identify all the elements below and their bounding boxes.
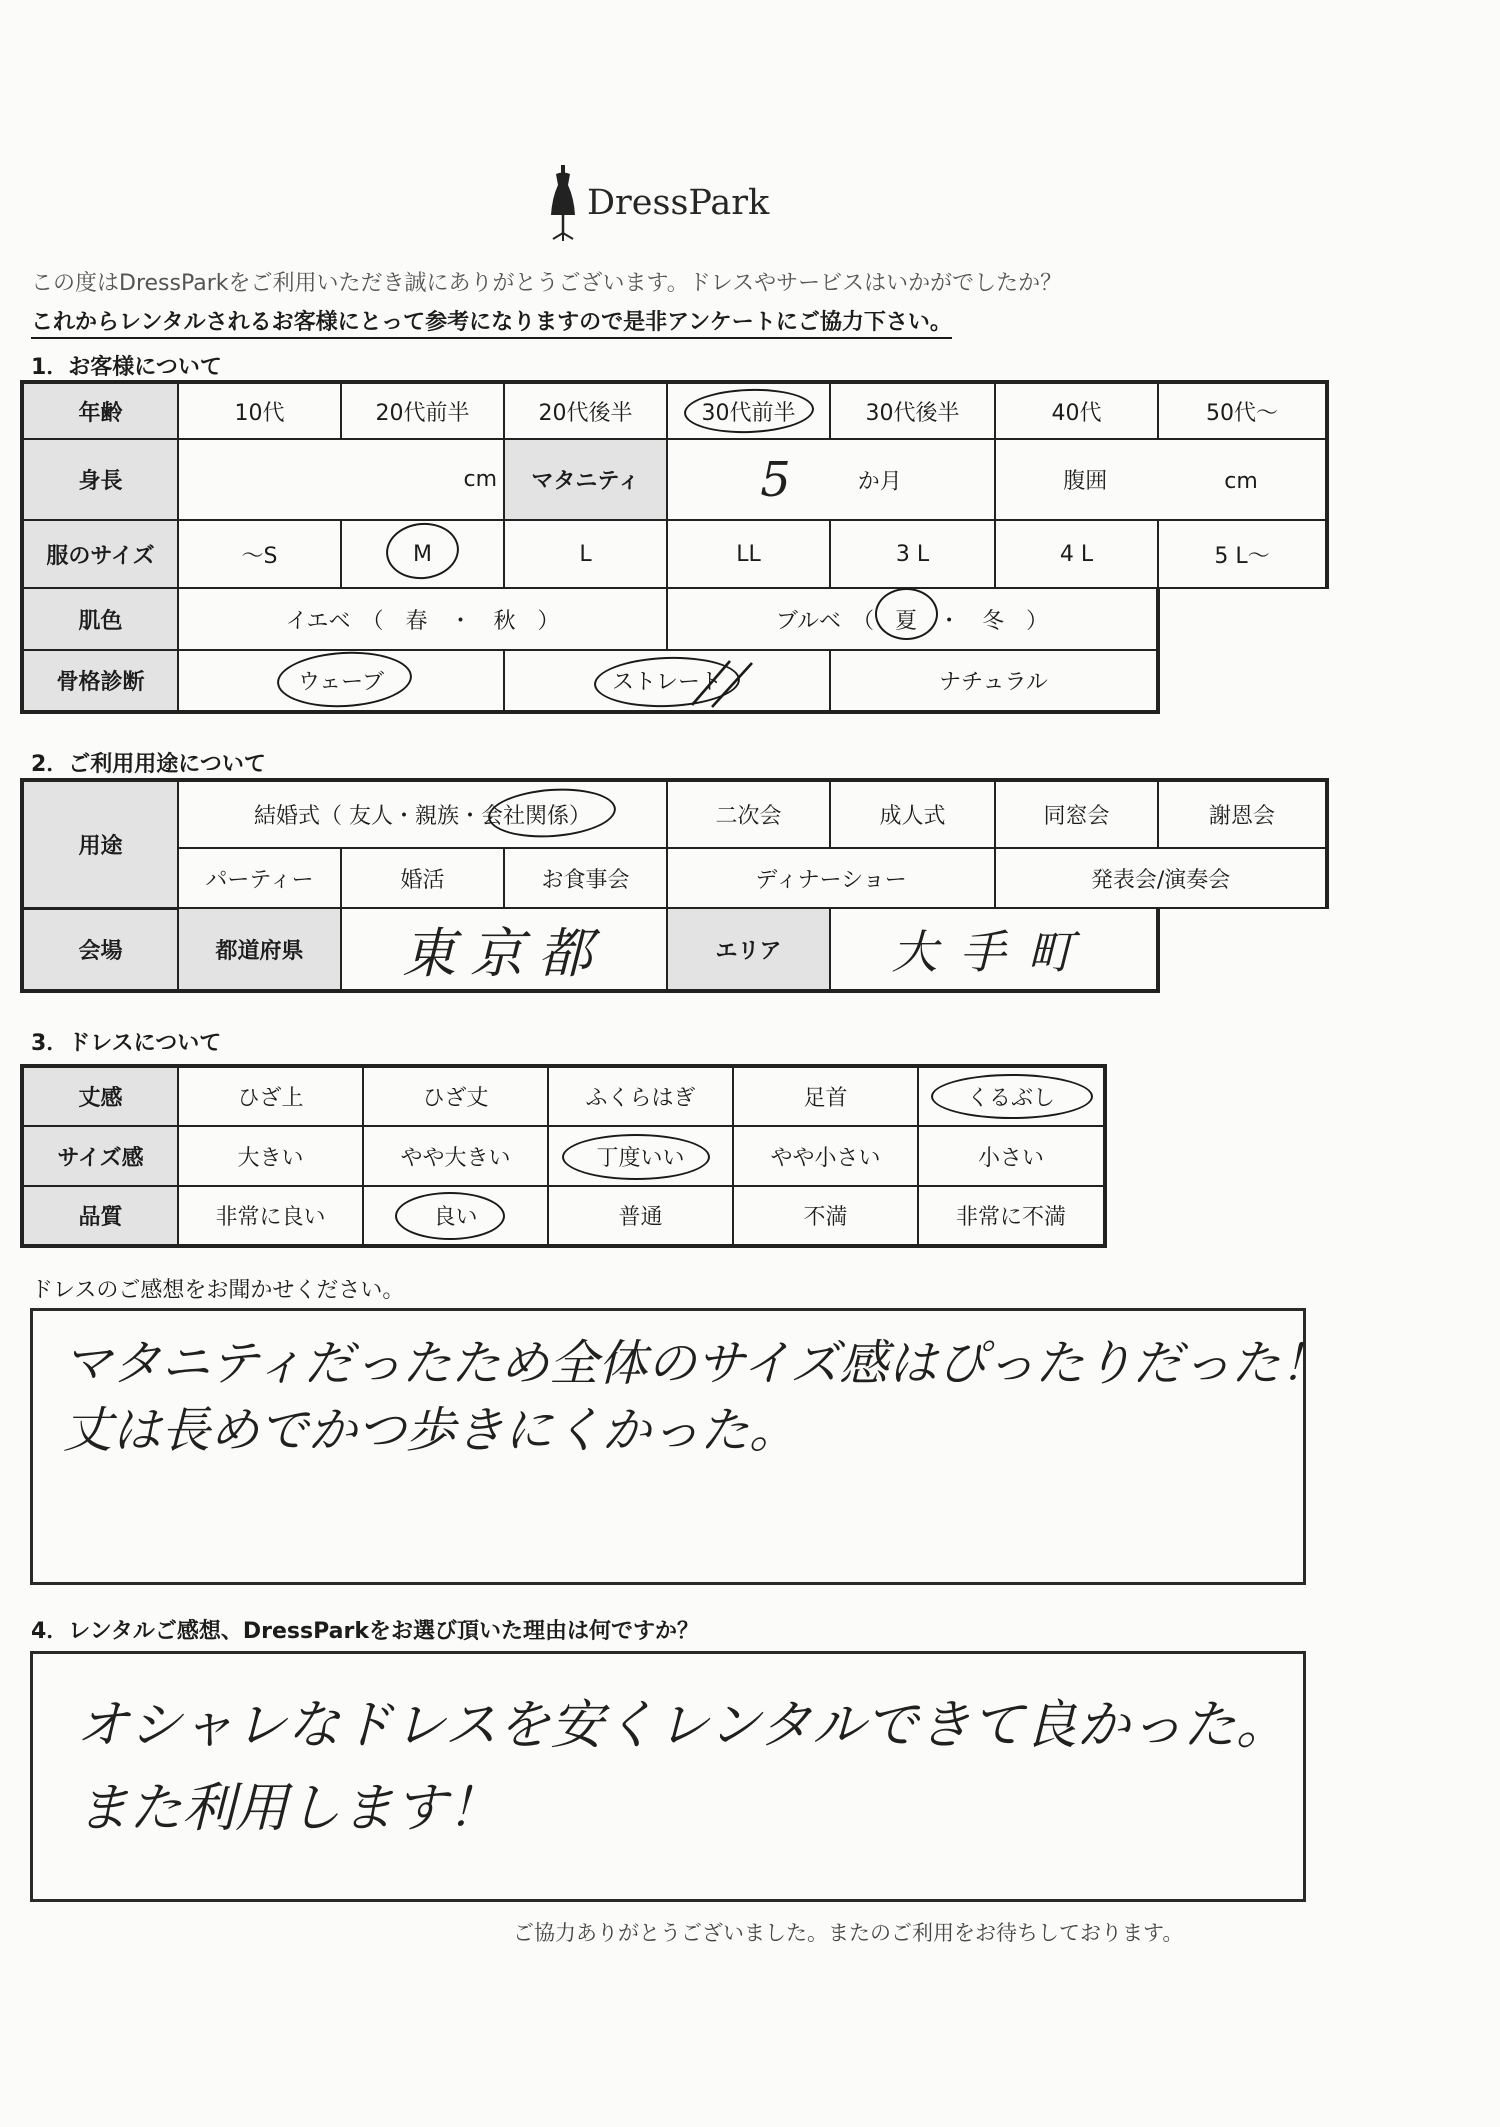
maternity-field[interactable]: [667, 439, 995, 520]
wedding-company-option[interactable]: 会社関係: [481, 804, 570, 829]
age-option[interactable]: 30代後半: [830, 382, 995, 439]
fit-option[interactable]: やや小さい: [733, 1126, 918, 1186]
quality-option[interactable]: 非常に不満: [918, 1186, 1105, 1246]
size-label: 服のサイズ: [22, 520, 178, 588]
skin-row: [22, 588, 1327, 650]
length-row: [22, 1066, 1105, 1126]
fit-row: [22, 1126, 1105, 1186]
prefecture-label: 都道府県: [178, 908, 341, 991]
frame-label: 骨格診断: [22, 650, 178, 712]
height-field[interactable]: [178, 439, 504, 520]
fit-option[interactable]: 丁度いい: [548, 1126, 733, 1186]
age-option[interactable]: 20代後半: [504, 382, 667, 439]
waist-unit: cm: [1224, 469, 1258, 494]
purpose-option[interactable]: 婚活: [341, 848, 504, 908]
quality-option[interactable]: 不満: [733, 1186, 918, 1246]
prefecture-field[interactable]: [341, 908, 667, 991]
fit-label: サイズ感: [22, 1126, 178, 1186]
age-option[interactable]: 40代: [995, 382, 1158, 439]
size-option[interactable]: 5 L～: [1158, 520, 1327, 588]
section3-title: 3．ドレスについて: [31, 1031, 222, 1056]
impressions-answer-line1: マタニティだったため全体のサイズ感はぴったりだった！: [63, 1335, 1330, 1392]
section1-title: 1．お客様について: [31, 355, 222, 380]
blue-winter-option[interactable]: ・ 冬 ）: [938, 608, 1049, 634]
prefecture-value: 東京都: [402, 921, 607, 985]
purpose-option[interactable]: 成人式: [830, 780, 995, 848]
blue-summer-option[interactable]: 夏: [895, 608, 918, 634]
height-row: [22, 439, 1327, 520]
height-label: 身長: [22, 439, 178, 520]
age-option[interactable]: 30代前半: [667, 382, 830, 439]
frame-option[interactable]: ストレート: [504, 650, 830, 712]
intro-text: この度はDressParkをご利用いただき誠にありがとうございます。ドレスやサービスはいかがでしたか？: [31, 271, 1063, 296]
purpose-row-1: [22, 780, 1327, 848]
yellow-base-option[interactable]: イエベ （ 春 ・ 秋 ）: [178, 588, 667, 650]
quality-option[interactable]: 普通: [548, 1186, 733, 1246]
fit-option[interactable]: やや大きい: [363, 1126, 548, 1186]
size-option[interactable]: LL: [667, 520, 830, 588]
length-option[interactable]: ふくらはぎ: [548, 1066, 733, 1126]
wedding-option[interactable]: [178, 780, 667, 848]
maternity-value: 5: [760, 451, 791, 508]
dress-form-icon: [545, 165, 581, 245]
purpose-option[interactable]: お食事会: [504, 848, 667, 908]
request-text: これからレンタルされるお客様にとって参考になりますので是非アンケートにご協力下さい。: [31, 305, 952, 336]
dresspark-logo: [545, 165, 785, 245]
purpose-option[interactable]: ディナーショー: [667, 848, 995, 908]
purpose-option[interactable]: パーティー: [178, 848, 341, 908]
purpose-option[interactable]: 二次会: [667, 780, 830, 848]
frame-option[interactable]: ウェーブ: [178, 650, 504, 712]
waist-label: 腹囲: [1063, 469, 1108, 494]
maternity-label: マタニティ: [504, 439, 667, 520]
reason-answer-line1: オシャレなドレスを安くレンタルできて良かった。: [76, 1695, 1289, 1756]
usage-table: [20, 778, 1329, 993]
section4-title: 4．レンタルご感想、DressParkをお選び頂いた理由は何ですか？: [31, 1619, 699, 1644]
brand-name: DressPark: [587, 183, 770, 223]
purpose-label: 用途: [22, 780, 178, 908]
blue-base-option[interactable]: [667, 588, 1158, 650]
size-option[interactable]: ～S: [178, 520, 341, 588]
dress-table: [20, 1064, 1107, 1248]
closing-text: ご協力ありがとうございました。またのご利用をお待ちしております。: [513, 1921, 1184, 1945]
age-option[interactable]: 50代～: [1158, 382, 1327, 439]
size-option[interactable]: 3 L: [830, 520, 995, 588]
length-label: 丈感: [22, 1066, 178, 1126]
venue-row: [22, 908, 1327, 991]
section2-title: 2．ご利用用途について: [31, 752, 266, 777]
size-option[interactable]: 4 L: [995, 520, 1158, 588]
impressions-answer-line2: 丈は長めでかつ歩きにくかった。: [63, 1402, 799, 1459]
area-value: 大手町: [891, 925, 1096, 979]
area-label: エリア: [667, 908, 830, 991]
area-field[interactable]: [830, 908, 1158, 991]
fit-option[interactable]: 小さい: [918, 1126, 1105, 1186]
quality-option[interactable]: 良い: [363, 1186, 548, 1246]
reason-answer-line2: また利用します！: [76, 1778, 500, 1839]
waist-field[interactable]: [995, 439, 1327, 520]
age-label: 年齢: [22, 382, 178, 439]
venue-label: 会場: [22, 908, 178, 991]
age-option[interactable]: 20代前半: [341, 382, 504, 439]
frame-option[interactable]: ナチュラル: [830, 650, 1158, 712]
length-option[interactable]: くるぶし: [918, 1066, 1105, 1126]
skin-label: 肌色: [22, 588, 178, 650]
size-option[interactable]: M: [341, 520, 504, 588]
quality-label: 品質: [22, 1186, 178, 1246]
wedding-suffix: ）: [569, 804, 592, 829]
age-row: [22, 382, 1327, 439]
quality-option[interactable]: 非常に良い: [178, 1186, 363, 1246]
age-option[interactable]: 10代: [178, 382, 341, 439]
blue-base-label: ブルベ （: [775, 608, 875, 634]
customer-table: [20, 380, 1329, 714]
impressions-question: ドレスのご感想をお聞かせください。: [31, 1278, 405, 1303]
purpose-option[interactable]: 発表会/演奏会: [995, 848, 1327, 908]
frame-row: [22, 650, 1327, 712]
maternity-unit: か月: [857, 469, 902, 494]
length-option[interactable]: 足首: [733, 1066, 918, 1126]
fit-option[interactable]: 大きい: [178, 1126, 363, 1186]
size-option[interactable]: L: [504, 520, 667, 588]
quality-row: [22, 1186, 1105, 1246]
purpose-row-2: [22, 848, 1327, 908]
size-row: [22, 520, 1327, 588]
purpose-option[interactable]: 同窓会: [995, 780, 1158, 848]
wedding-prefix: 結婚式（ 友人・親族・: [254, 804, 481, 829]
height-unit: cm: [463, 467, 497, 492]
length-option[interactable]: ひざ上: [178, 1066, 363, 1126]
length-option[interactable]: ひざ丈: [363, 1066, 548, 1126]
purpose-option[interactable]: 謝恩会: [1158, 780, 1327, 848]
